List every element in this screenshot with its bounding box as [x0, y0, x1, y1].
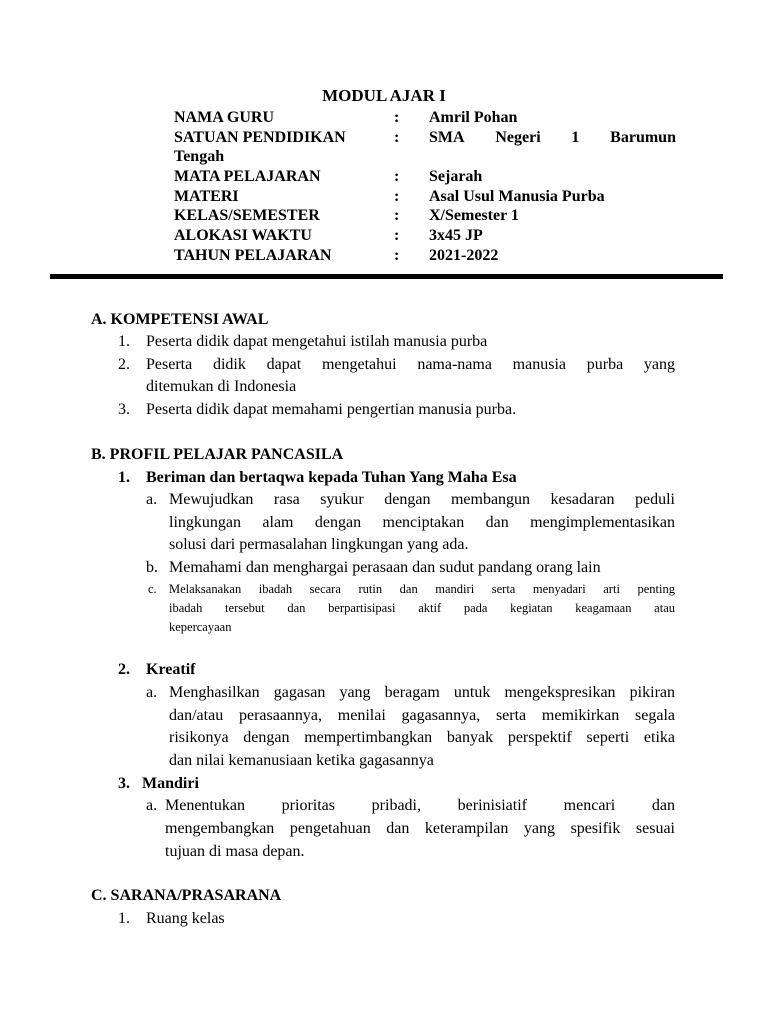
identity-colon: :: [394, 168, 400, 186]
identity-value-word: SMA: [429, 128, 465, 146]
sub-heading: Kreatif: [146, 661, 196, 678]
list-item-text: Peserta didik dapat memahami pengertian manusia purba.: [146, 401, 517, 418]
list-item-text-cont: ditemukan di Indonesia: [146, 378, 297, 395]
list-item-text-cont: tujuan di masa depan.: [165, 843, 305, 860]
identity-value: Asal Usul Manusia Purba: [429, 187, 605, 205]
identity-colon: :: [394, 187, 400, 205]
list-letter: a.: [146, 491, 158, 508]
list-item-text: Peserta didik dapat mengetahui nama-nama manusia purba yang: [146, 356, 675, 373]
identity-label: NAMA GURU: [174, 109, 274, 126]
list-item-text-cont: risikonya dengan mempertimbangkan banyak perspektif seperti etika: [169, 729, 675, 746]
identity-table: [174, 108, 676, 266]
list-letter: c.: [148, 582, 157, 596]
header-divider: [50, 274, 723, 279]
list-number: 3.: [118, 401, 130, 418]
identity-row-tahun-pelajaran: [174, 246, 676, 266]
identity-row-mata-pelajaran: [174, 167, 676, 187]
list-item-text-cont: kepercayaan: [169, 620, 232, 634]
document-title: MODUL AJAR I: [322, 86, 446, 105]
identity-colon: :: [394, 109, 400, 126]
identity-label: KELAS/SEMESTER: [174, 207, 320, 225]
list-number: 2.: [118, 356, 130, 373]
list-item-text: Ruang kelas: [146, 910, 225, 927]
list-number: 1.: [118, 910, 130, 927]
identity-row-nama-guru: [174, 108, 676, 128]
list-item-text: Menentukan prioritas pribadi, berinisiatif mencari dan: [165, 797, 675, 814]
list-item-text: Peserta didik dapat mengetahui istilah manusia purba: [146, 333, 488, 350]
identity-continuation: Tengah: [174, 148, 225, 166]
identity-colon: :: [394, 227, 400, 245]
list-item-text: Menghasilkan gagasan yang beragam untuk mengekspresikan pikiran: [169, 684, 675, 701]
identity-row-alokasi-waktu: [174, 226, 676, 246]
sub-number: 3.: [118, 775, 130, 792]
identity-label: MATERI: [174, 187, 239, 205]
sub-number: 2.: [118, 661, 130, 678]
identity-row-materi: [174, 187, 676, 207]
identity-value: Sejarah: [429, 168, 483, 186]
identity-colon: :: [394, 207, 400, 225]
identity-value: 3x45 JP: [429, 227, 483, 245]
sub-heading: Beriman dan bertaqwa kepada Tuhan Yang Maha Esa: [146, 469, 517, 486]
list-number: 1.: [118, 333, 130, 350]
list-item-text: Mewujudkan rasa syukur dengan membangun kesadaran peduli: [169, 491, 675, 508]
identity-label: TAHUN PELAJARAN: [174, 246, 332, 264]
list-item-text-cont: dan/atau perasaannya, menilai gagasannya, serta memikirkan segala: [169, 707, 675, 724]
section-a-heading: A. KOMPETENSI AWAL: [91, 311, 269, 328]
identity-value-word: Negeri: [495, 128, 541, 146]
list-item-text: Memahami dan menghargai perasaan dan sudut pandang orang lain: [169, 559, 601, 576]
sub-heading: Mandiri: [142, 775, 199, 792]
identity-colon: :: [394, 128, 400, 146]
section-c-heading: C. SARANA/PRASARANA: [91, 887, 282, 904]
sub-number: 1.: [118, 469, 130, 486]
identity-value-word: 1: [571, 128, 580, 146]
identity-value-word: Barumun: [610, 128, 676, 146]
identity-value: [429, 128, 676, 148]
section-b-heading: B. PROFIL PELAJAR PANCASILA: [91, 446, 344, 463]
list-item-text-cont: dan nilai kemanusiaan ketika gagasannya: [169, 752, 434, 769]
list-item-text-cont: solusi dari permasalahan lingkungan yang ada.: [169, 536, 469, 553]
list-letter: b.: [146, 559, 158, 576]
identity-value: Amril Pohan: [429, 109, 518, 126]
identity-label: ALOKASI WAKTU: [174, 227, 312, 245]
list-item-text: Melaksanakan ibadah secara rutin dan mandiri serta menyadari arti penting: [169, 582, 675, 596]
identity-value: 2021-2022: [429, 246, 499, 264]
identity-label: MATA PELAJARAN: [174, 168, 321, 186]
identity-row-kelas-semester: [174, 206, 676, 226]
list-item-text-cont: mengembangkan pengetahuan dan keterampilan yang spesifik sesuai: [165, 820, 675, 837]
list-letter: a.: [146, 684, 158, 701]
identity-row-satuan-pendidikan: [174, 128, 676, 167]
identity-value: X/Semester 1: [429, 207, 519, 225]
list-letter: a.: [146, 797, 158, 814]
identity-label: SATUAN PENDIDIKAN: [174, 128, 346, 146]
identity-colon: :: [394, 246, 400, 264]
list-item-text-cont: lingkungan alam dengan menciptakan dan mengimplementasikan: [169, 514, 675, 531]
list-item-text-cont: ibadah tersebut dan berpartisipasi aktif pada kegiatan keagamaan atau: [169, 601, 675, 615]
